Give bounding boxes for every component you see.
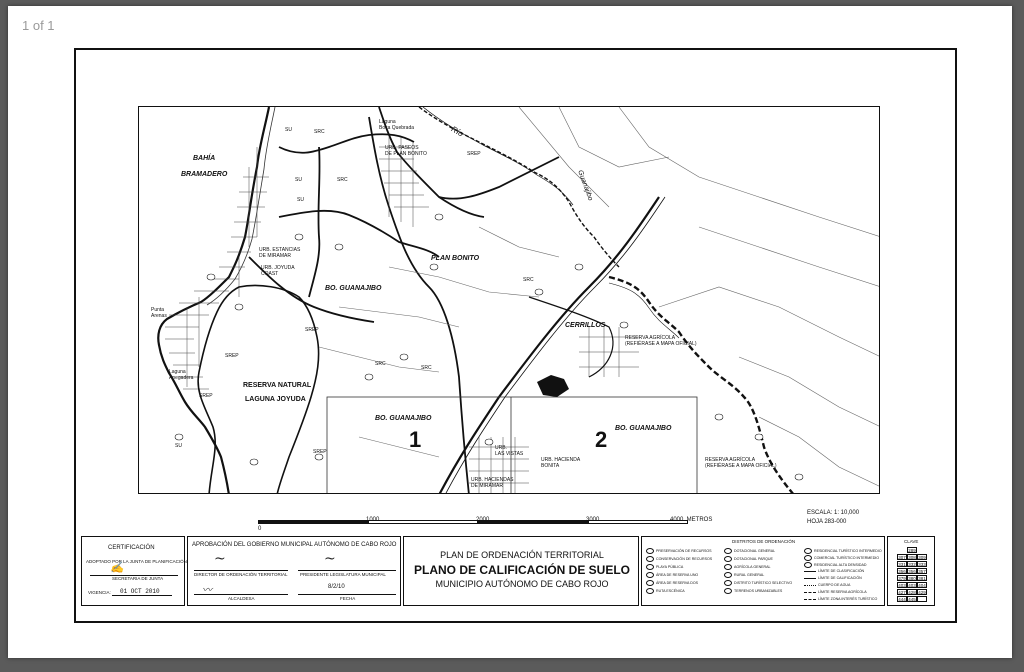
date-label: FECHA — [340, 596, 356, 601]
sheet-key-cell: 380 — [908, 576, 916, 581]
approval-box — [187, 536, 401, 606]
scale-segment — [258, 520, 368, 524]
map-code-su: SU — [295, 177, 302, 183]
scale-tick: 3000 — [586, 517, 600, 523]
page-counter: 1 of 1 — [22, 18, 55, 33]
plan-subtitle: PLAN DE ORDENACIÓN TERRITORIAL — [440, 550, 604, 560]
scale-ratio: ESCALA: 1: 10,000 — [807, 510, 860, 516]
map-code-su: SU — [297, 197, 304, 203]
map-label-urb-hacienda: URB. HACIENDA BONITA — [541, 457, 581, 469]
map-label-urb-estancias: URB. ESTANCIAS DE MIRAMAR — [259, 247, 301, 259]
legend-item: CONSERVACIÓN DE RECURSOS — [646, 556, 712, 562]
legend-item: LÍMITE RESERVA AGRÍCOLA — [804, 590, 867, 594]
map-label-urb-joyuda: URB. JOYUDA COAST — [261, 265, 295, 277]
sheet-key-box — [887, 536, 935, 606]
map-code-srep: SREP — [225, 353, 239, 359]
map-label-cerrillos: CERRILLOS — [565, 322, 606, 329]
sheet-key-cell: 332 — [908, 562, 916, 567]
plan-title: PLANO DE CALIFICACIÓN DE SUELO — [413, 563, 630, 577]
map-zone-1: 1 — [409, 427, 422, 452]
certification-secretary: SECRETARIA DE JUNTA — [112, 576, 164, 581]
map-code-srep: SREP — [467, 151, 481, 157]
legend-item: ÁREA DE RESERVA DOS — [646, 580, 698, 586]
plan-municipality: MUNICIPIO AUTÓNOMO DE CABO ROJO — [435, 579, 609, 589]
map-label-reserva-agricola-2: RESERVA AGRÍCOLA (REFIÉRASE A MAPA OFICIAL) — [705, 457, 777, 469]
legend-item: PRESERVACIÓN DE RECURSOS — [646, 548, 712, 554]
sheet-key-cell: 357 — [918, 569, 926, 574]
legend-item: PLAYA PÚBLICA — [646, 564, 683, 570]
validity-label: VIGENCIA: — [88, 590, 111, 595]
laguna-joyuda-boundary — [198, 285, 319, 494]
map-code-srep: SREP — [199, 393, 213, 399]
map-label-bo-guanajibo-1: BO. GUANAJIBO — [325, 285, 382, 292]
map-label-punta-arenas: Punta Arenas — [151, 307, 167, 319]
sheet-key-cell: 333 — [918, 562, 926, 567]
map-label-bo-guanajibo-3: BO. GUANAJIBO — [615, 425, 672, 432]
sheet-key-cell: 289 — [908, 548, 916, 553]
map-label-bramadero: BRAMADERO — [181, 171, 228, 178]
sheet-key-cell: 381 — [918, 576, 926, 581]
sheet-key-cell: 379 — [898, 576, 906, 581]
legend-title: DISTRITOS DE ORDENACIÓN — [732, 539, 796, 544]
map-code-su: SU — [175, 443, 182, 449]
scale-segment — [368, 520, 478, 524]
scale-info — [807, 509, 859, 527]
sheet-key-cell: 444 — [898, 597, 906, 602]
president-label: PRESIDENTE LEGISLATURA MUNICIPAL — [300, 572, 386, 577]
certification-box — [81, 536, 185, 606]
legend-item: RESIDENCIAL TURÍSTICO INTERMEDIO — [804, 548, 882, 554]
map-label-reserva-natural: RESERVA NATURAL — [243, 382, 312, 389]
legend-item: DOTACIONAL GENERAL — [724, 548, 775, 554]
sheet-key-title: CLAVE — [904, 539, 919, 544]
map-label-laguna-anegadera: Laguna Anegadera — [169, 369, 194, 381]
sheet-key-cell: 428 — [908, 590, 916, 595]
legend-item: RUTA ESCÉNICA — [646, 588, 685, 594]
map-code-su: SU — [285, 127, 292, 133]
certification-title: CERTIFICACIÓN — [108, 545, 155, 551]
scale-tick: 0 — [258, 526, 262, 532]
map-code-src: SRC — [337, 177, 348, 183]
legend-item: CUERPO DE AGUA — [804, 583, 850, 587]
legend-item: COMERCIAL TURÍSTICO INTERMEDIO — [804, 555, 879, 561]
sheet-key-cell: 309 — [918, 555, 926, 560]
scale-tick: 4000 METROS — [670, 517, 713, 523]
scale-segment — [478, 520, 588, 524]
sheet-key-cell: 307 — [898, 555, 906, 560]
president-signature: ~ — [324, 551, 336, 567]
legend-item: RURAL GENERAL — [724, 572, 764, 578]
legend-item: LÍMITE DE CALIFICACIÓN — [804, 576, 862, 580]
map-label-urb-plan-bonito: URB. PASEOS DE PLAN BONITO — [385, 145, 427, 157]
mayor-label: ALCALDESA — [228, 596, 255, 601]
certification-adopted: ADOPTADO POR LA JUNTA DE PLANIFICACIÓN — [86, 559, 187, 564]
map-label-urb-las-vistas: URB. LAS VISTAS — [495, 445, 524, 457]
map-code-srep: SREP — [305, 327, 319, 333]
legend-item: DOTACIONAL PARQUE — [724, 556, 773, 562]
approval-date: 8/2/10 — [328, 584, 345, 590]
scale-tick: 1000 — [366, 517, 380, 523]
legend-item: AGRÍCOLA GENERAL — [724, 564, 771, 570]
validity-date: 01 OCT 2010 — [120, 588, 160, 595]
plan-title-box — [403, 536, 639, 606]
sheet-key-cell: 404 — [918, 583, 926, 588]
sheet-key-cell — [917, 596, 927, 602]
map-label-urb-haciendas-miramar: URB. HACIENDAS DE MIRAMAR — [471, 477, 514, 489]
legend-item: LÍMITE ZONA INTERÉS TURÍSTICO — [804, 597, 877, 601]
sheet-key-cell: 403 — [898, 583, 906, 588]
map-label-plan-bonito: PLAN BONITO — [431, 255, 480, 262]
map-code-srep: SREP — [313, 449, 327, 455]
legend-item: ÁREA DE RESERVA UNO — [646, 572, 698, 578]
sheet-key-cell: 308 — [908, 555, 916, 560]
sheet-key-cell: 445 — [908, 597, 916, 602]
map-label-guanajibo-river: Guanajibo — [576, 169, 594, 202]
mayor-signature: 〰 — [202, 585, 212, 596]
zoning-map — [138, 106, 880, 494]
map-label-bo-guanajibo-2: BO. GUANAJIBO — [375, 415, 432, 422]
legend-item: DISTRITO TURÍSTICO SELECTIVO — [724, 580, 792, 586]
district-boundaries — [249, 107, 559, 494]
title-block — [81, 536, 935, 606]
map-label-rio: Río — [449, 124, 465, 139]
secretary-signature: ✍ — [110, 561, 124, 574]
map-label-laguna-joyuda: LAGUNA JOYUDA — [245, 396, 306, 403]
sheet-key-cell: 403 — [908, 583, 916, 588]
sheet-key-cell: 427 — [898, 590, 906, 595]
map-code-src: SRC — [375, 361, 386, 367]
approval-title: APROBACIÓN DEL GOBIERNO MUNICIPAL AUTÓNOMO DE CABO ROJO — [192, 542, 397, 548]
districts-legend — [641, 536, 885, 606]
legend-item: RESIDENCIAL ALTA DENSIDAD — [804, 562, 866, 568]
legend-item: TERRENOS URBANIZABLES — [724, 588, 782, 594]
sheet-number: HOJA 283-000 — [807, 519, 847, 525]
map-code-src: SRC — [314, 129, 325, 135]
director-signature: ~ — [214, 551, 226, 567]
scale-tick: 2000 — [476, 517, 490, 523]
map-label-laguna-boca: Laguna Boca Quebrada — [379, 119, 415, 131]
map-label-bahia: BAHÍA — [193, 155, 216, 162]
legend-item: LÍMITE DE CLASIFICACIÓN — [804, 569, 864, 573]
map-code-src: SRC — [523, 277, 534, 283]
map-zone-2: 2 — [595, 427, 608, 452]
map-label-reserva-agricola-1: RESERVA AGRÍCOLA (REFIÉRASE A MAPA OFICIAL) — [625, 335, 697, 347]
sheet-key-cell: 429 — [918, 590, 926, 595]
sheet-key-cell: 331 — [898, 562, 906, 567]
map-drawing — [139, 107, 880, 494]
map-code-src: SRC — [421, 365, 432, 371]
sheet-key-cell: 356 — [908, 569, 916, 574]
sheet-key-cell: 356 — [898, 569, 906, 574]
director-label: DIRECTOR DE ORDENACIÓN TERRITORIAL — [194, 572, 288, 577]
